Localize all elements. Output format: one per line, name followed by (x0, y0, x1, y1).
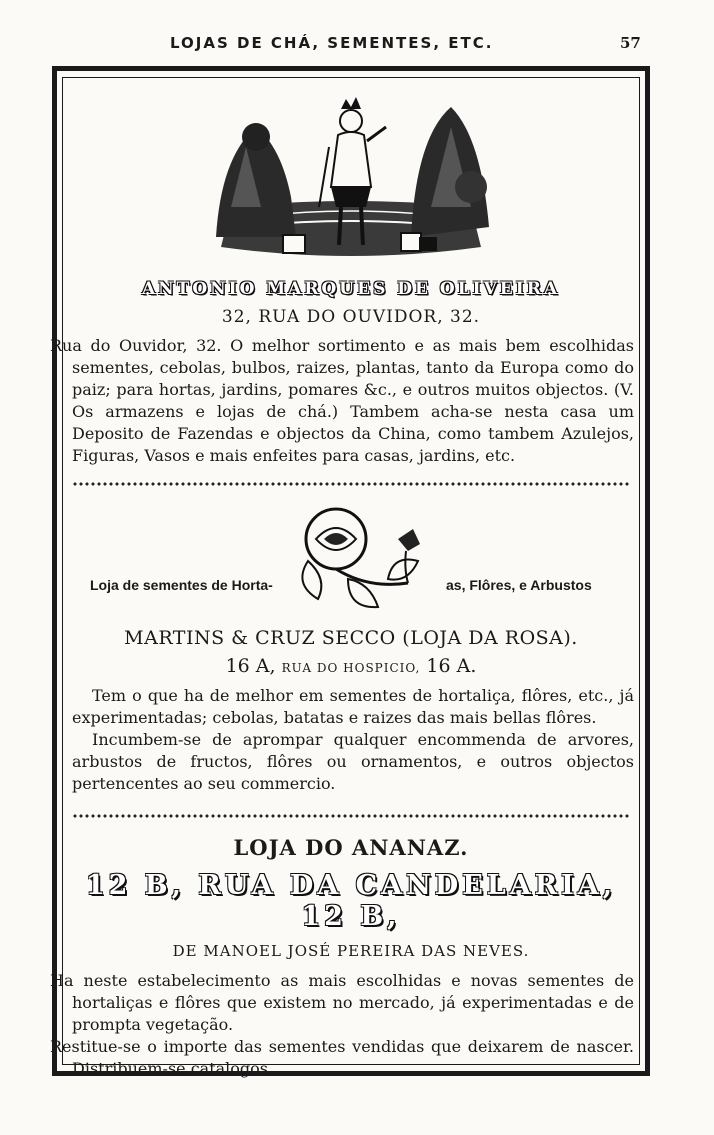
rose-icon (288, 499, 438, 621)
wavy-divider (72, 813, 630, 819)
shop-owner: DE MANOEL JOSÉ PEREIRA DAS NEVES. (172, 942, 530, 960)
shop-title: LOJA DO ANANAZ. (233, 835, 469, 860)
ad-body-text: Rua do Ouvidor, 32. O melhor sortimento e as mais bem escolhidas sementes, cebolas, bulbos, raizes, plantas, tanto da Europa como do paiz; para hortas, jardins, pomares &c., e outros muitos objectos. (V. Os armazens e lojas de chá.) Tambem acha-se nesta casa um Deposito de Fazendas e objectos da China, como tambem Azulejos, Figuras, Vasos e mais enfeites para casas, jardins, etc. (50, 336, 634, 465)
shop-line-right: as, Flôres, e Arbustos (446, 577, 592, 593)
running-title: LOJAS DE CHÁ, SEMENTES, ETC. (170, 34, 494, 52)
merchant-address: 32, RUA DO OUVIDOR, 32. (221, 307, 481, 327)
ad-body-text: Ha neste estabelecimento as mais escolhidas e novas sementes de hortaliças e flôres que existem no mercado, já experimentadas e de prompta vegetação. (50, 971, 634, 1034)
allegorical-figure-landscape-icon (64, 87, 638, 265)
page-number: 57 (620, 34, 641, 52)
shop-address (64, 655, 638, 677)
shop-line-left: Loja de sementes de Horta- (90, 577, 273, 593)
ad-martins-cruz-secco (64, 499, 638, 621)
shop-name: MARTINS & CRUZ SECCO (LOJA DA ROSA). (124, 627, 578, 649)
running-head (0, 34, 714, 60)
ad-loja-do-ananaz (50, 835, 638, 1080)
ad-antonio-marques (50, 87, 638, 467)
wavy-divider (72, 481, 630, 487)
shop-address-number: 16 A, (225, 655, 276, 677)
shop-address-number-end: 16 A. (426, 655, 477, 677)
shop-address-street: RUA DO HOSPICIO, (281, 661, 421, 675)
ad-body-text: Incumbem-se de aprompar qualquer encommenda de arvores, arbustos de fructos, flôres ou ornamentos, e outros objectos pertencentes ao seu commercio. (72, 730, 634, 793)
merchant-name: ANTONIO MARQUES DE OLIVEIRA (141, 279, 561, 299)
ad-body-text: Tem o que ha de melhor em sementes de hortaliça, flôres, etc., já experimentadas; cebolas, batatas e raizes das mais bellas flôres. (72, 686, 634, 727)
advertisement-content (50, 79, 638, 1078)
shop-address-ornate: 12 B, RUA DA CANDELARIA, 12 B, (85, 870, 617, 932)
ad-body-text: Restitue-se o importe das sementes vendidas que deixarem de nascer. Distribuem-se catalogos. (50, 1037, 634, 1078)
